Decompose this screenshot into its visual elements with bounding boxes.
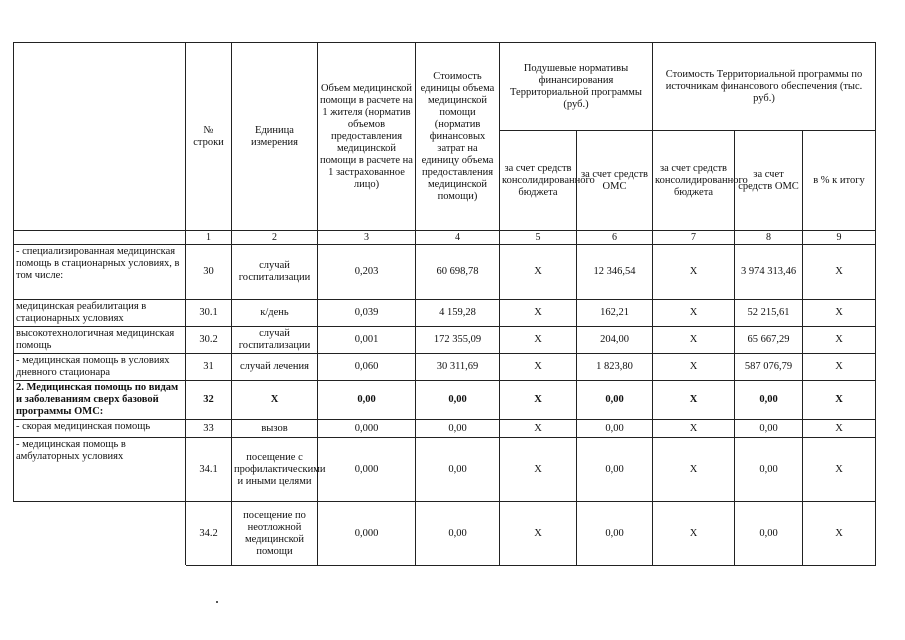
row-pc-oms: 162,21 bbox=[577, 300, 653, 327]
row-unit: X bbox=[232, 381, 318, 420]
row-cost-budget: X bbox=[653, 438, 735, 502]
row-pc-budget: X bbox=[500, 327, 577, 354]
row-cost-budget: X bbox=[653, 381, 735, 420]
row-cost-oms: 0,00 bbox=[735, 381, 803, 420]
table-row bbox=[14, 438, 876, 502]
row-name: 2. Медицинская помощь по видам и заболеваниям сверх базовой программы ОМС: bbox=[14, 381, 186, 420]
row-pc-oms: 204,00 bbox=[577, 327, 653, 354]
row-volume: 0,001 bbox=[318, 327, 416, 354]
row-cost: 172 355,09 bbox=[416, 327, 500, 354]
row-cost: 0,00 bbox=[416, 502, 500, 566]
row-pc-budget: X bbox=[500, 245, 577, 300]
header-cost-budget: за счет средств консолидированного бюджета bbox=[653, 131, 735, 231]
row-percent: X bbox=[803, 438, 876, 502]
row-volume: 0,039 bbox=[318, 300, 416, 327]
row-volume: 0,00 bbox=[318, 381, 416, 420]
row-pc-budget: X bbox=[500, 420, 577, 438]
row-name-empty bbox=[14, 502, 186, 566]
col-number: 5 bbox=[500, 231, 577, 245]
header-row-no: № строки bbox=[186, 43, 232, 231]
table-row bbox=[14, 354, 876, 381]
col-number: 7 bbox=[653, 231, 735, 245]
header-pc-budget: за счет средств консолидированного бюджета bbox=[500, 131, 577, 231]
header-row-1 bbox=[14, 43, 876, 131]
row-percent: X bbox=[803, 420, 876, 438]
row-pc-budget: X bbox=[500, 381, 577, 420]
header-program-cost-group: Стоимость Территориальной программы по источникам финансового обеспечения (тыс. руб.) bbox=[653, 43, 876, 131]
row-cost-oms: 0,00 bbox=[735, 438, 803, 502]
row-pc-oms: 0,00 bbox=[577, 420, 653, 438]
header-cost: Стоимость единицы объема медицинской помощи (норматив финансовых затрат на единицу объема предоставления медицинской помощи) bbox=[416, 43, 500, 231]
header-unit: Единица измерения bbox=[232, 43, 318, 231]
row-cost: 0,00 bbox=[416, 420, 500, 438]
row-name: - специализированная медицинская помощь в стационарных условиях, в том числе: bbox=[14, 245, 186, 300]
header-volume: Объем медицинской помощи в расчете на 1 жителя (норматив объемов предоставления медицинской помощи в расчете на 1 застрахованное лицо) bbox=[318, 43, 416, 231]
col-number bbox=[14, 231, 186, 245]
row-name: - скорая медицинская помощь bbox=[14, 420, 186, 438]
table-row bbox=[14, 420, 876, 438]
row-cost: 4 159,28 bbox=[416, 300, 500, 327]
row-cost-oms: 0,00 bbox=[735, 502, 803, 566]
row-cost-budget: X bbox=[653, 420, 735, 438]
header-pc-oms: за счет средств ОМС bbox=[577, 131, 653, 231]
row-cost: 30 311,69 bbox=[416, 354, 500, 381]
col-number: 8 bbox=[735, 231, 803, 245]
row-volume: 0,000 bbox=[318, 438, 416, 502]
row-pc-oms: 12 346,54 bbox=[577, 245, 653, 300]
row-name: медицинская реабилитация в стационарных условиях bbox=[14, 300, 186, 327]
row-pc-budget: X bbox=[500, 438, 577, 502]
row-cost-budget: X bbox=[653, 327, 735, 354]
row-volume: 0,203 bbox=[318, 245, 416, 300]
row-volume: 0,000 bbox=[318, 502, 416, 566]
row-no: 30 bbox=[186, 245, 232, 300]
row-pc-oms: 0,00 bbox=[577, 381, 653, 420]
col-number: 2 bbox=[232, 231, 318, 245]
row-cost-budget: X bbox=[653, 245, 735, 300]
row-cost-oms: 52 215,61 bbox=[735, 300, 803, 327]
row-name: - медицинская помощь в условиях дневного стационара bbox=[14, 354, 186, 381]
header-percent: в % к итогу bbox=[803, 131, 876, 231]
row-no: 33 bbox=[186, 420, 232, 438]
finance-table bbox=[13, 42, 876, 566]
row-pc-budget: X bbox=[500, 300, 577, 327]
row-volume: 0,000 bbox=[318, 420, 416, 438]
row-unit: случай госпитализации bbox=[232, 327, 318, 354]
row-pc-oms: 0,00 bbox=[577, 502, 653, 566]
row-no: 30.2 bbox=[186, 327, 232, 354]
col-number: 9 bbox=[803, 231, 876, 245]
table-row bbox=[14, 300, 876, 327]
row-no: 30.1 bbox=[186, 300, 232, 327]
row-no: 34.1 bbox=[186, 438, 232, 502]
row-cost: 0,00 bbox=[416, 381, 500, 420]
col-number: 6 bbox=[577, 231, 653, 245]
row-unit: посещение с профилактическими и иными целями bbox=[232, 438, 318, 502]
row-cost-oms: 3 974 313,46 bbox=[735, 245, 803, 300]
row-percent: X bbox=[803, 300, 876, 327]
row-volume: 0,060 bbox=[318, 354, 416, 381]
row-unit: вызов bbox=[232, 420, 318, 438]
row-unit: посещение по неотложной медицинской помощи bbox=[232, 502, 318, 566]
row-cost-budget: X bbox=[653, 502, 735, 566]
row-cost-oms: 587 076,79 bbox=[735, 354, 803, 381]
table-row bbox=[14, 381, 876, 420]
row-pc-budget: X bbox=[500, 354, 577, 381]
row-unit: к/день bbox=[232, 300, 318, 327]
row-cost: 0,00 bbox=[416, 438, 500, 502]
header-cost-oms: за счет средств ОМС bbox=[735, 131, 803, 231]
row-percent: X bbox=[803, 245, 876, 300]
col-number: 3 bbox=[318, 231, 416, 245]
col-number: 4 bbox=[416, 231, 500, 245]
row-no: 31 bbox=[186, 354, 232, 381]
row-percent: X bbox=[803, 502, 876, 566]
row-cost-budget: X bbox=[653, 300, 735, 327]
table-row bbox=[14, 502, 876, 566]
row-cost: 60 698,78 bbox=[416, 245, 500, 300]
row-name: - медицинская помощь в амбулаторных условиях bbox=[14, 438, 186, 502]
row-cost-oms: 65 667,29 bbox=[735, 327, 803, 354]
row-percent: X bbox=[803, 327, 876, 354]
row-unit: случай лечения bbox=[232, 354, 318, 381]
row-pc-budget: X bbox=[500, 502, 577, 566]
row-cost-budget: X bbox=[653, 354, 735, 381]
row-pc-oms: 0,00 bbox=[577, 438, 653, 502]
row-percent: X bbox=[803, 354, 876, 381]
row-no: 32 bbox=[186, 381, 232, 420]
row-cost-oms: 0,00 bbox=[735, 420, 803, 438]
row-no: 34.2 bbox=[186, 502, 232, 566]
table-row bbox=[14, 245, 876, 300]
table-row bbox=[14, 327, 876, 354]
scan-speck bbox=[216, 601, 218, 603]
row-unit: случай госпитализации bbox=[232, 245, 318, 300]
header-name-cell bbox=[14, 43, 186, 231]
header-per-capita-group: Подушевые нормативы финансирования Территориальной программы (руб.) bbox=[500, 43, 653, 131]
col-number: 1 bbox=[186, 231, 232, 245]
column-number-row bbox=[14, 231, 876, 245]
row-percent: X bbox=[803, 381, 876, 420]
row-name: высокотехнологичная медицинская помощь bbox=[14, 327, 186, 354]
row-pc-oms: 1 823,80 bbox=[577, 354, 653, 381]
